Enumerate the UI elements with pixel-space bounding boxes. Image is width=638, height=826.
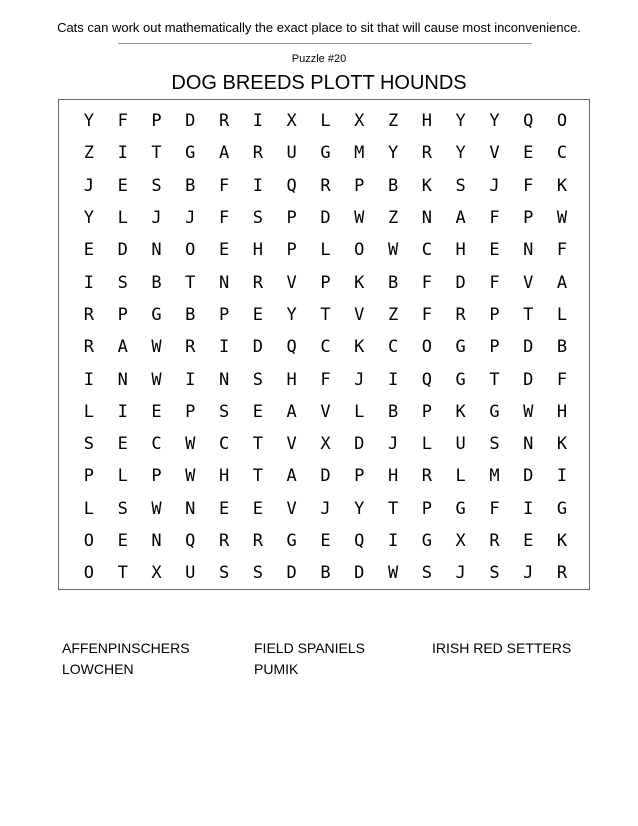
grid-cell[interactable]: H bbox=[252, 240, 263, 261]
grid-cell[interactable]: Y bbox=[455, 111, 466, 132]
grid-cell[interactable]: T bbox=[185, 272, 196, 293]
grid-cell[interactable]: G bbox=[556, 498, 568, 519]
grid-cell[interactable]: W bbox=[523, 401, 534, 422]
grid-cell[interactable]: I bbox=[252, 111, 263, 132]
grid-cell[interactable]: B bbox=[151, 272, 162, 293]
grid-cell[interactable]: H bbox=[556, 401, 568, 422]
grid-cell[interactable]: J bbox=[354, 369, 365, 390]
grid-cell[interactable]: D bbox=[185, 111, 196, 132]
grid-cell[interactable]: F bbox=[556, 240, 568, 261]
grid-cell[interactable]: P bbox=[421, 498, 432, 519]
grid-cell[interactable]: F bbox=[218, 208, 230, 229]
grid-cell[interactable]: F bbox=[218, 175, 230, 196]
puzzle-title: DOG BREEDS PLOTT HOUNDS bbox=[171, 72, 467, 94]
grid-cell[interactable]: R bbox=[489, 531, 500, 551]
grid-cell[interactable]: I bbox=[83, 272, 95, 293]
grid-cell[interactable]: D bbox=[523, 466, 534, 487]
grid-cell[interactable]: Z bbox=[387, 304, 399, 325]
grid-cell[interactable]: C bbox=[421, 240, 432, 261]
grid-cell[interactable]: F bbox=[489, 208, 500, 229]
grid-cell[interactable]: S bbox=[218, 563, 230, 584]
grid-cell[interactable]: H bbox=[455, 240, 466, 261]
grid-cell[interactable]: P bbox=[489, 337, 500, 358]
grid-cell[interactable]: V bbox=[489, 143, 500, 164]
grid-cell[interactable]: F bbox=[117, 111, 128, 132]
grid-cell[interactable]: C bbox=[556, 143, 568, 164]
grid-cell[interactable]: I bbox=[218, 337, 230, 358]
grid-cell[interactable]: I bbox=[252, 175, 263, 196]
grid-cell[interactable]: E bbox=[252, 401, 263, 422]
grid-cell[interactable]: D bbox=[354, 434, 365, 455]
grid-cell[interactable]: R bbox=[83, 337, 95, 358]
grid-cell[interactable]: S bbox=[117, 498, 128, 519]
grid-cell[interactable]: E bbox=[252, 498, 263, 519]
grid-cell[interactable]: J bbox=[523, 563, 534, 584]
grid-cell[interactable]: L bbox=[83, 401, 95, 422]
grid-cell[interactable]: E bbox=[117, 434, 128, 455]
grid-cell[interactable]: K bbox=[354, 337, 365, 358]
grid-cell[interactable]: W bbox=[387, 563, 399, 584]
grid-cell[interactable]: R bbox=[252, 272, 263, 293]
grid-cell[interactable]: F bbox=[421, 304, 432, 325]
grid-cell[interactable]: N bbox=[523, 434, 534, 455]
grid-cell[interactable]: H bbox=[286, 369, 297, 390]
grid-cell[interactable]: P bbox=[151, 466, 162, 487]
grid-cell[interactable]: F bbox=[489, 272, 500, 293]
grid-cell[interactable]: C bbox=[387, 337, 399, 358]
grid-cell[interactable]: X bbox=[286, 111, 297, 132]
grid-cell[interactable]: Q bbox=[354, 531, 365, 551]
grid-cell[interactable]: D bbox=[320, 208, 331, 229]
grid-cell[interactable]: D bbox=[455, 272, 466, 293]
grid-cell[interactable]: E bbox=[218, 240, 230, 261]
grid-cell[interactable]: I bbox=[387, 369, 399, 390]
grid-cell[interactable]: V bbox=[286, 272, 297, 293]
grid-cell[interactable]: B bbox=[387, 272, 399, 293]
grid-cell[interactable]: P bbox=[117, 304, 128, 325]
grid-cell[interactable]: J bbox=[489, 175, 500, 196]
grid-cell[interactable]: S bbox=[218, 401, 230, 422]
grid-cell[interactable]: N bbox=[523, 240, 534, 261]
grid-cell[interactable]: S bbox=[252, 208, 263, 229]
grid-cell[interactable]: J bbox=[387, 434, 399, 455]
tagline: Cats can work out mathematically the exact place to sit that will cause most inconvenience. bbox=[57, 20, 581, 35]
grid-cell[interactable]: A bbox=[286, 401, 297, 422]
grid-cell[interactable]: W bbox=[387, 240, 399, 261]
grid-cell[interactable]: F bbox=[489, 498, 500, 519]
grid-cell[interactable]: O bbox=[556, 111, 568, 132]
grid-cell[interactable]: Q bbox=[523, 111, 534, 132]
grid-cell[interactable]: G bbox=[421, 531, 432, 551]
grid-cell[interactable]: A bbox=[455, 208, 466, 229]
grid-cell[interactable]: R bbox=[252, 531, 263, 551]
grid-cell[interactable]: L bbox=[117, 208, 128, 229]
grid-cell[interactable]: V bbox=[523, 272, 534, 293]
grid-cell[interactable]: L bbox=[421, 434, 432, 455]
grid-cell[interactable]: P bbox=[151, 111, 162, 132]
grid-cell[interactable]: P bbox=[286, 240, 297, 261]
grid-cell[interactable]: N bbox=[218, 272, 230, 293]
grid-cell[interactable]: Y bbox=[387, 143, 399, 164]
grid-cell[interactable]: P bbox=[83, 466, 95, 487]
grid-cell[interactable]: I bbox=[117, 401, 128, 422]
grid-cell[interactable]: G bbox=[151, 304, 162, 325]
grid-cell[interactable]: S bbox=[455, 175, 466, 196]
grid-cell[interactable]: W bbox=[151, 337, 162, 358]
grid-cell[interactable]: D bbox=[354, 563, 365, 584]
word-list-item: LOWCHEN bbox=[62, 661, 134, 677]
grid-cell[interactable]: N bbox=[218, 369, 230, 390]
grid-cell[interactable]: P bbox=[421, 401, 432, 422]
grid-cell[interactable]: E bbox=[523, 531, 534, 551]
grid-cell[interactable]: T bbox=[151, 143, 162, 164]
grid-cell[interactable]: E bbox=[117, 531, 128, 551]
word-list-item: FIELD SPANIELS bbox=[254, 640, 366, 656]
grid-cell[interactable]: A bbox=[218, 143, 230, 164]
grid-cell[interactable]: X bbox=[151, 563, 162, 584]
grid-cell[interactable]: O bbox=[83, 563, 95, 584]
grid-cell[interactable]: G bbox=[286, 531, 297, 551]
divider bbox=[118, 43, 532, 44]
grid-cell[interactable]: P bbox=[286, 208, 297, 229]
grid-cell[interactable]: E bbox=[151, 401, 162, 422]
grid-cell[interactable]: A bbox=[117, 337, 128, 358]
grid-cell[interactable]: P bbox=[354, 175, 365, 196]
word-list-item: AFFENPINSCHERS bbox=[62, 640, 190, 656]
grid-cell[interactable]: F bbox=[556, 369, 568, 390]
grid-cell[interactable]: U bbox=[286, 143, 297, 164]
grid-cell[interactable]: B bbox=[556, 337, 568, 358]
grid-cell[interactable]: X bbox=[354, 111, 365, 132]
grid-cell[interactable]: V bbox=[286, 434, 297, 455]
grid-cell[interactable]: I bbox=[387, 531, 399, 551]
grid-cell[interactable]: T bbox=[320, 304, 331, 325]
grid-cell[interactable]: E bbox=[117, 175, 128, 196]
grid-cell[interactable]: P bbox=[523, 208, 534, 229]
grid-cell[interactable]: D bbox=[117, 240, 128, 261]
grid-cell[interactable]: B bbox=[185, 175, 196, 196]
grid-cell[interactable]: W bbox=[354, 208, 365, 229]
grid-cell[interactable]: A bbox=[286, 466, 297, 487]
grid-cell[interactable]: T bbox=[252, 466, 263, 487]
grid-cell[interactable]: T bbox=[252, 434, 263, 455]
grid-cell[interactable]: U bbox=[185, 563, 196, 584]
grid-cell[interactable]: K bbox=[455, 401, 466, 422]
grid-cell[interactable]: N bbox=[151, 240, 162, 261]
grid-cell[interactable]: R bbox=[218, 531, 230, 551]
grid-cell[interactable]: Q bbox=[185, 531, 196, 551]
word-list-item: IRISH RED SETTERS bbox=[432, 640, 572, 656]
grid-cell[interactable]: F bbox=[421, 272, 432, 293]
grid-cell[interactable]: T bbox=[387, 498, 399, 519]
grid-cell[interactable]: J bbox=[185, 208, 196, 229]
grid-cell[interactable]: W bbox=[185, 434, 196, 455]
grid-cell[interactable]: N bbox=[421, 208, 432, 229]
grid-cell[interactable]: R bbox=[185, 337, 196, 358]
grid-cell[interactable]: O bbox=[83, 531, 95, 551]
grid-cell[interactable]: T bbox=[523, 304, 534, 325]
grid-cell[interactable]: O bbox=[421, 337, 432, 358]
grid-cell[interactable]: P bbox=[489, 304, 500, 325]
grid-cell[interactable]: H bbox=[218, 466, 230, 487]
grid-cell[interactable]: L bbox=[320, 111, 331, 132]
grid-cell[interactable]: V bbox=[354, 304, 365, 325]
grid-cell[interactable]: P bbox=[354, 466, 365, 487]
letter-grid bbox=[72, 105, 579, 589]
grid-cell[interactable]: R bbox=[556, 563, 568, 584]
grid-cell[interactable]: G bbox=[489, 401, 500, 422]
grid-cell[interactable]: W bbox=[185, 466, 196, 487]
grid-cell[interactable]: J bbox=[455, 563, 466, 584]
grid-cell[interactable]: E bbox=[523, 143, 534, 164]
grid-cell[interactable]: I bbox=[185, 369, 196, 390]
grid-cell[interactable]: I bbox=[556, 466, 568, 487]
grid-cell[interactable]: J bbox=[83, 175, 95, 196]
grid-cell[interactable]: P bbox=[185, 401, 196, 422]
grid-cell[interactable]: I bbox=[117, 143, 128, 164]
grid-cell[interactable]: Y bbox=[489, 111, 500, 132]
grid-cell[interactable]: G bbox=[455, 337, 466, 358]
grid-cell[interactable]: L bbox=[83, 498, 95, 519]
puzzle-number: Puzzle #20 bbox=[291, 53, 347, 65]
grid-cell[interactable]: W bbox=[556, 208, 568, 229]
grid-cell[interactable]: S bbox=[117, 272, 128, 293]
grid-cell[interactable]: E bbox=[218, 498, 230, 519]
grid-cell[interactable]: H bbox=[387, 466, 399, 487]
word-search-grid-frame bbox=[58, 99, 590, 590]
grid-cell[interactable]: Y bbox=[83, 208, 95, 229]
grid-cell[interactable]: S bbox=[489, 434, 500, 455]
grid-cell[interactable]: Y bbox=[83, 111, 95, 132]
grid-cell[interactable]: L bbox=[354, 401, 365, 422]
grid-cell[interactable]: P bbox=[320, 272, 331, 293]
grid-cell[interactable]: K bbox=[556, 175, 568, 196]
grid-cell[interactable]: K bbox=[556, 531, 568, 551]
grid-cell[interactable]: D bbox=[320, 466, 331, 487]
grid-cell[interactable]: U bbox=[455, 434, 466, 455]
grid-cell[interactable]: D bbox=[523, 337, 534, 358]
grid-cell[interactable]: R bbox=[83, 304, 95, 325]
grid-cell[interactable]: L bbox=[117, 466, 128, 487]
grid-cell[interactable]: S bbox=[252, 369, 263, 390]
grid-cell[interactable]: X bbox=[455, 531, 466, 551]
grid-cell[interactable]: G bbox=[455, 369, 466, 390]
grid-cell[interactable]: Y bbox=[286, 304, 297, 325]
grid-cell[interactable]: Q bbox=[286, 175, 297, 196]
grid-cell[interactable]: R bbox=[218, 111, 230, 132]
grid-cell[interactable]: G bbox=[455, 498, 466, 519]
grid-cell[interactable]: O bbox=[185, 240, 196, 261]
grid-cell[interactable]: M bbox=[354, 143, 365, 164]
grid-cell[interactable]: Y bbox=[354, 498, 365, 519]
grid-cell[interactable]: C bbox=[218, 434, 230, 455]
grid-cell[interactable]: R bbox=[421, 143, 432, 164]
grid-cell[interactable]: B bbox=[185, 304, 196, 325]
grid-cell[interactable]: Q bbox=[286, 337, 297, 358]
grid-cell[interactable]: X bbox=[320, 434, 331, 455]
grid-cell[interactable]: R bbox=[320, 175, 331, 196]
grid-cell[interactable]: V bbox=[320, 401, 331, 422]
grid-cell[interactable]: D bbox=[523, 369, 534, 390]
grid-cell[interactable]: Z bbox=[387, 111, 399, 132]
grid-cell[interactable]: E bbox=[252, 304, 263, 325]
grid-cell[interactable]: F bbox=[320, 369, 331, 390]
grid-cell[interactable]: O bbox=[354, 240, 365, 261]
grid-cell[interactable]: E bbox=[489, 240, 500, 261]
grid-cell[interactable]: Y bbox=[455, 143, 466, 164]
grid-cell[interactable]: D bbox=[286, 563, 297, 584]
grid-cell[interactable]: L bbox=[320, 240, 331, 261]
grid-cell[interactable]: L bbox=[556, 304, 568, 325]
grid-cell[interactable]: A bbox=[556, 272, 568, 293]
grid-cell[interactable]: N bbox=[185, 498, 196, 519]
grid-cell[interactable]: S bbox=[421, 563, 432, 584]
grid-cell[interactable]: G bbox=[185, 143, 196, 164]
grid-cell[interactable]: R bbox=[421, 466, 432, 487]
grid-cell[interactable]: V bbox=[286, 498, 297, 519]
grid-cell[interactable]: I bbox=[523, 498, 534, 519]
grid-cell[interactable]: E bbox=[320, 531, 331, 551]
grid-cell[interactable]: J bbox=[151, 208, 162, 229]
grid-cell[interactable]: T bbox=[117, 563, 128, 584]
word-list bbox=[62, 640, 602, 677]
grid-cell[interactable]: B bbox=[387, 175, 399, 196]
grid-cell[interactable]: M bbox=[489, 466, 500, 487]
grid-cell[interactable]: B bbox=[387, 401, 399, 422]
grid-cell[interactable]: S bbox=[151, 175, 162, 196]
grid-cell[interactable]: P bbox=[218, 304, 230, 325]
grid-cell[interactable]: Z bbox=[387, 208, 399, 229]
grid-cell[interactable]: J bbox=[320, 498, 331, 519]
grid-cell[interactable]: G bbox=[320, 143, 331, 164]
grid-cell[interactable]: D bbox=[252, 337, 263, 358]
grid-cell[interactable]: L bbox=[455, 466, 466, 487]
grid-cell[interactable]: B bbox=[320, 563, 331, 584]
grid-cell[interactable]: Q bbox=[421, 369, 432, 390]
grid-cell[interactable]: S bbox=[489, 563, 500, 584]
grid-cell[interactable]: C bbox=[320, 337, 331, 358]
grid-cell[interactable]: N bbox=[117, 369, 128, 390]
grid-cell[interactable]: E bbox=[83, 240, 95, 261]
grid-cell[interactable]: C bbox=[151, 434, 162, 455]
grid-cell[interactable]: S bbox=[83, 434, 95, 455]
grid-cell[interactable]: I bbox=[83, 369, 95, 390]
grid-cell[interactable]: W bbox=[151, 369, 162, 390]
grid-cell[interactable]: K bbox=[421, 175, 432, 196]
grid-cell[interactable]: K bbox=[354, 272, 365, 293]
grid-cell[interactable]: T bbox=[489, 369, 500, 390]
grid-cell[interactable]: K bbox=[556, 434, 568, 455]
word-list-item: PUMIK bbox=[254, 661, 299, 677]
grid-cell[interactable]: H bbox=[421, 111, 432, 132]
grid-cell[interactable]: R bbox=[455, 304, 466, 325]
grid-cell[interactable]: F bbox=[523, 175, 534, 196]
grid-cell[interactable]: Z bbox=[83, 143, 95, 164]
grid-cell[interactable]: N bbox=[151, 531, 162, 551]
grid-cell[interactable]: R bbox=[252, 143, 263, 164]
grid-cell[interactable]: W bbox=[151, 498, 162, 519]
grid-cell[interactable]: S bbox=[252, 563, 263, 584]
